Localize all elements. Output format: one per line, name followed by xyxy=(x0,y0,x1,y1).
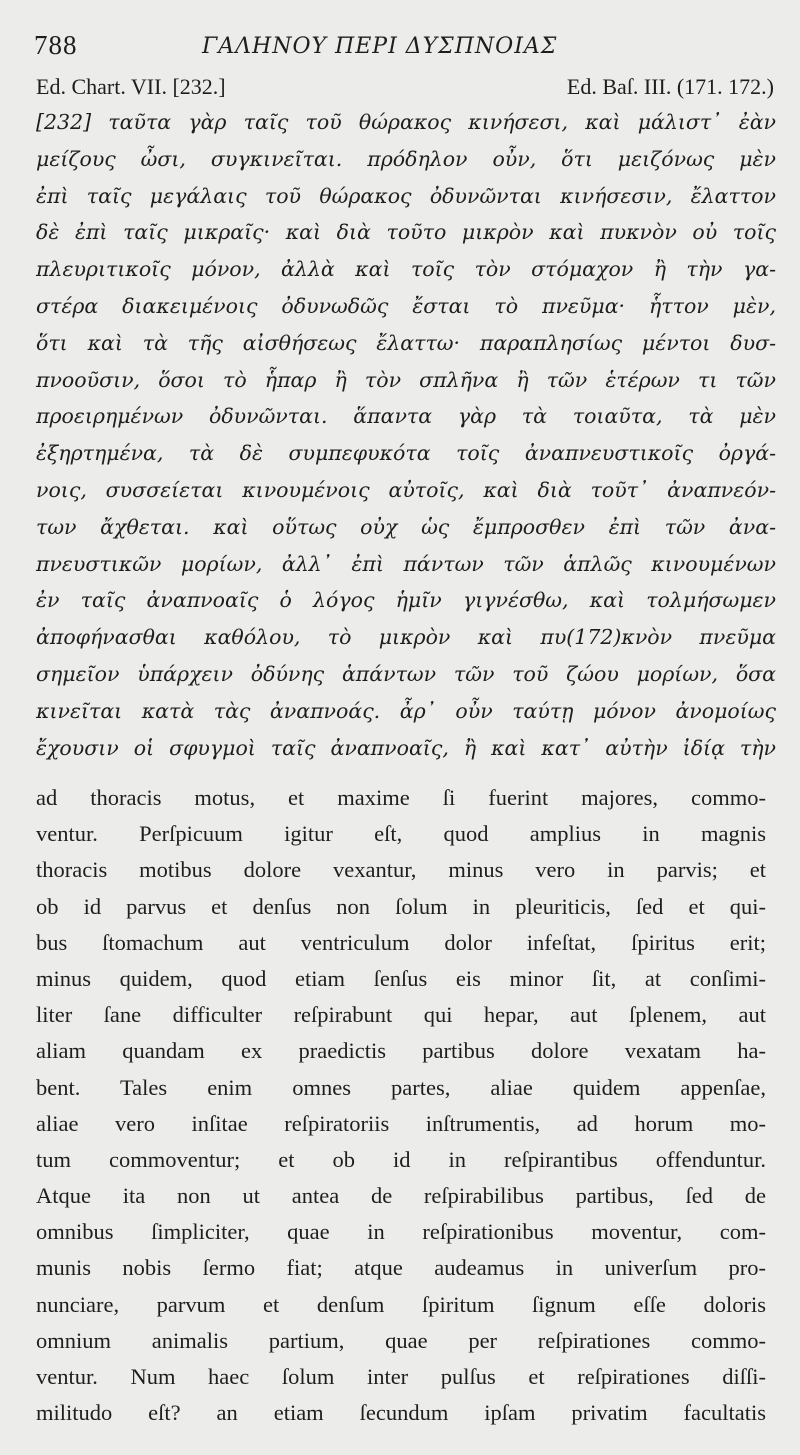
latin-line: ventur. Perſpicuum igitur eſt, quod amplius in magnis xyxy=(36,821,766,847)
latin-line: liter ſane difficulter reſpirabunt qui hepar, aut ſplenem, aut xyxy=(36,1002,766,1028)
latin-line: minus quidem, quod etiam ſenſus eis minor ſit, at conſimi- xyxy=(36,965,766,991)
greek-line: ἐξηρτημένα, τὰ δὲ συμπεφυκότα τοῖς ἀναπνευστικοῖς ὀργά- xyxy=(36,441,776,466)
latin-line: bus ſtomachum aut ventriculum dolor infeſtat, ſpiritus erit; xyxy=(36,929,766,955)
running-title: ΓΑΛΗΝΟΥ ΠΕΡΙ ΔΥΣΠΝΟΙΑΣ xyxy=(202,34,558,59)
latin-text-block xyxy=(36,780,766,1431)
page-number: 788 xyxy=(34,30,78,60)
greek-line: νοις, συσσείεται κινουμένοις αὐτοῖς, καὶ διὰ τοῦτ᾽ ἀναπνεόν- xyxy=(36,477,776,502)
latin-line: ventur. Num haec ſolum inter pulſus et reſpirationes diſſi- xyxy=(36,1364,766,1389)
latin-line: tum commoventur; et ob id in reſpirantibus offenduntur. xyxy=(36,1146,766,1172)
greek-line: [232] ταῦτα γὰρ ταῖς τοῦ θώρακος κινήσεσι, καὶ μάλιστ᾽ ἐὰν xyxy=(36,110,776,134)
latin-line: Atque ita non ut antea de reſpirabilibus partibus, ſed de xyxy=(36,1183,766,1209)
latin-line: munis nobis ſermo fiat; atque audeamus in univerſum pro- xyxy=(36,1255,766,1281)
latin-line: omnium animalis partium, quae per reſpirationes commo- xyxy=(36,1327,766,1353)
latin-line: nunciare, parvum et denſum ſpiritum ſignum eſſe doloris xyxy=(36,1291,766,1317)
latin-line: ob id parvus et denſus non ſolum in pleuriticis, ſed et qui- xyxy=(36,893,766,919)
greek-line: προειρημένων ὀδυνῶνται. ἅπαντα γὰρ τὰ τοιαῦτα, τὰ μὲν xyxy=(36,404,776,429)
greek-line: ἔχουσιν οἱ σφυγμοὶ ταῖς ἀναπνοαῖς, ἢ καὶ κατ᾽ αὐτὴν ἰδίᾳ τὴν xyxy=(36,735,776,760)
latin-line: bent. Tales enim omnes partes, aliae quidem appenſae, xyxy=(36,1074,766,1100)
greek-line: μείζους ὦσι, συγκινεῖται. πρόδηλον οὖν, ὅτι μειζόνως μὲν xyxy=(36,146,776,171)
greek-line: ἐν ταῖς ἀναπνοαῖς ὁ λόγος ἡμῖν γιγνέσθω, καὶ τολμήσωμεν xyxy=(36,588,776,613)
greek-line: πλευριτικοῖς μόνον, ἀλλὰ καὶ τοῖς τὸν στόμαχον ἢ τὴν γα- xyxy=(36,257,776,282)
latin-line: aliam quandam ex praedictis partibus dolore vexatam ha- xyxy=(36,1038,766,1064)
greek-line: των ἄχθεται. καὶ οὕτως οὐχ ὡς ἔμπροσθεν ἐπὶ τῶν ἀνα- xyxy=(36,514,776,539)
greek-line: ἐπὶ ταῖς μεγάλαις τοῦ θώρακος ὀδυνῶνται κινήσεσιν, ἔλαττον xyxy=(36,183,776,208)
edition-chart-reference: Ed. Chart. VII. [232.] xyxy=(36,74,226,99)
page-header xyxy=(34,30,776,64)
greek-line: σημεῖον ὑπάρχειν ὀδύνης ἁπάντων τῶν τοῦ ζώου μορίων, ὅσα xyxy=(36,661,776,686)
greek-line: ὅτι καὶ τὰ τῆς αἰσθήσεως ἔλαττω· παραπλησίως μέντοι δυσ- xyxy=(36,330,776,355)
latin-line: thoracis motibus dolore vexantur, minus vero in parvis; et xyxy=(36,857,766,883)
latin-line: aliae vero inſitae reſpiratoriis inſtrumentis, ad horum mo- xyxy=(36,1110,766,1136)
latin-line: omnibus ſimpliciter, quae in reſpirationibus moventur, com- xyxy=(36,1219,766,1245)
latin-line: ad thoracis motus, et maxime ſi fuerint majores, commo- xyxy=(36,785,766,810)
edition-basel-reference: Ed. Baſ. III. (171. 172.) xyxy=(566,74,774,99)
greek-line: πνοοῦσιν, ὅσοι τὸ ἧπαρ ἢ τὸν σπλῆνα ἢ τῶν ἑτέρων τι τῶν xyxy=(36,367,776,392)
greek-line: κινεῖται κατὰ τὰς ἀναπνοάς. ἆρ᾽ οὖν ταύτῃ μόνον ἀνομοίως xyxy=(36,698,776,723)
greek-line: δὲ ἐπὶ ταῖς μικραῖς· καὶ διὰ τοῦτο μικρὸν καὶ πυκνὸν οὐ τοῖς xyxy=(36,220,776,245)
greek-line: στέρα διακειμένοις ὀδυνωδῶς ἔσται τὸ πνεῦμα· ἧττον μὲν, xyxy=(36,293,776,318)
greek-line: πνευστικῶν μορίων, ἀλλ᾽ ἐπὶ πάντων τῶν ἁπλῶς κινουμένων xyxy=(36,551,776,576)
edition-references xyxy=(36,74,774,104)
greek-line: ἀποφήνασθαι καθόλου, τὸ μικρὸν καὶ πυ(172)κνὸν πνεῦμα xyxy=(36,625,776,650)
latin-line: militudo eſt? an etiam ſecundum ipſam privatim facultatis xyxy=(36,1400,766,1426)
greek-text-block xyxy=(36,104,776,766)
